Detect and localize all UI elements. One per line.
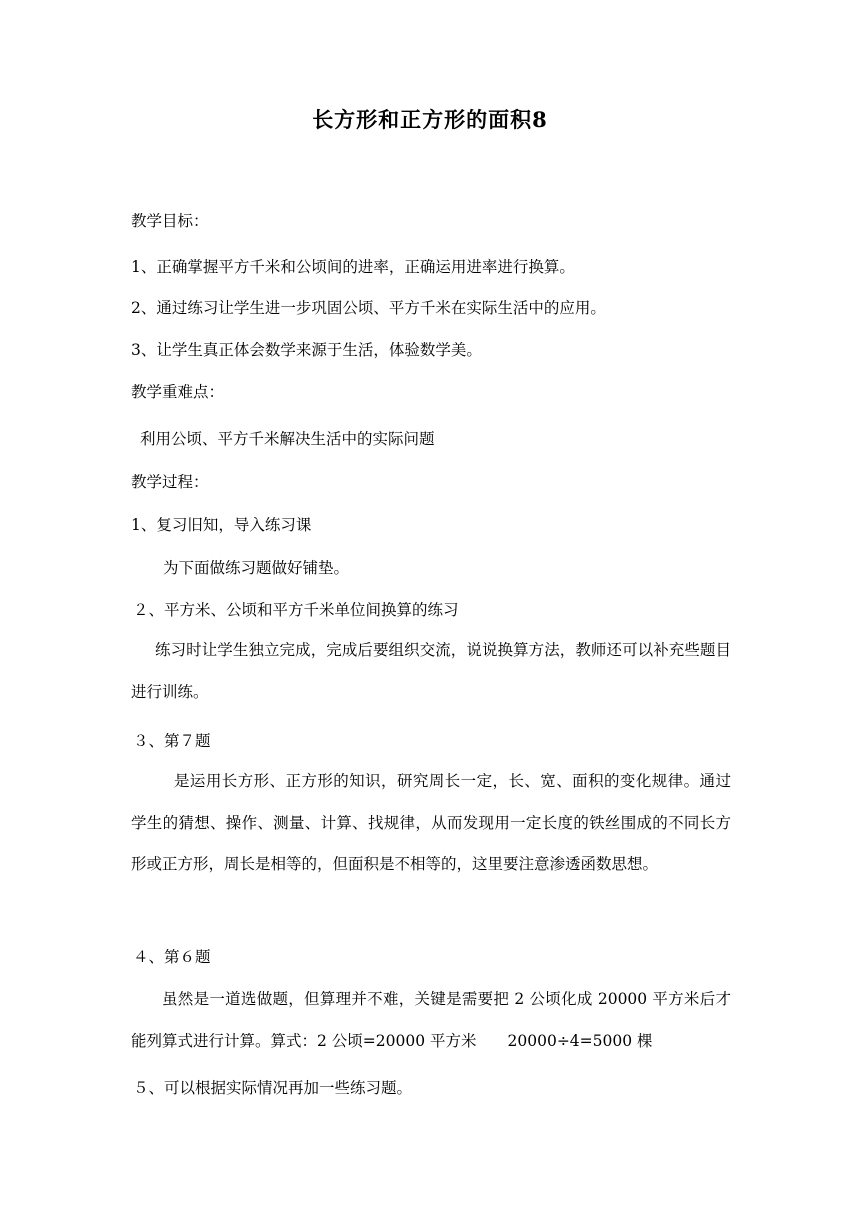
step-2-heading: ２、平方米、公顷和平方千米单位间换算的练习 bbox=[133, 601, 459, 619]
process-heading: 教学过程： bbox=[131, 473, 209, 491]
step-1-heading: 1、复习旧知，导入练习课 bbox=[131, 516, 312, 534]
objective-3: 3、让学生真正体会数学来源于生活，体验数学美。 bbox=[131, 341, 482, 359]
step-3-heading: ３、第７题 bbox=[133, 732, 211, 750]
document-title: 长方形和正方形的面积8 bbox=[312, 107, 548, 132]
objective-2: 2、通过练习让学生进一步巩固公顷、平方千米在实际生活中的应用。 bbox=[131, 299, 606, 317]
step-1-text: 为下面做练习题做好铺垫。 bbox=[163, 559, 350, 577]
step-3-text: 是运用长方形、正方形的知识，研究周长一定，长、宽、面积的变化规律。通过学生的猜想、操作、测量、计算、找规律，从而发现用一定长度的铁丝围成的不同长方形或正方形，周长是相等的，但面积是不相等的，这里要注意渗透函数思想。 bbox=[131, 772, 731, 873]
key-points-heading: 教学重难点： bbox=[131, 383, 225, 401]
objectives-heading: 教学目标： bbox=[131, 212, 209, 230]
step-5-heading: ５、可以根据实际情况再加一些练习题。 bbox=[133, 1079, 413, 1097]
step-4-heading: ４、第６题 bbox=[133, 948, 211, 966]
objective-1: 1、正确掌握平方千米和公顷间的进率，正确运用进率进行换算。 bbox=[131, 258, 575, 276]
step-4-text: 虽然是一道选做题，但算理并不难，关键是需要把 2 公顷化成 20000 平方米后才能列算式进行计算。算式：2 公顷=20000 平方米 20000÷4=5000 棵 bbox=[131, 990, 731, 1050]
key-points-text: 利用公顷、平方千米解决生活中的实际问题 bbox=[140, 430, 435, 448]
step-2-text: 练习时让学生独立完成，完成后要组织交流，说说换算方法，教师还可以补充些题目进行训练。 bbox=[131, 641, 731, 701]
